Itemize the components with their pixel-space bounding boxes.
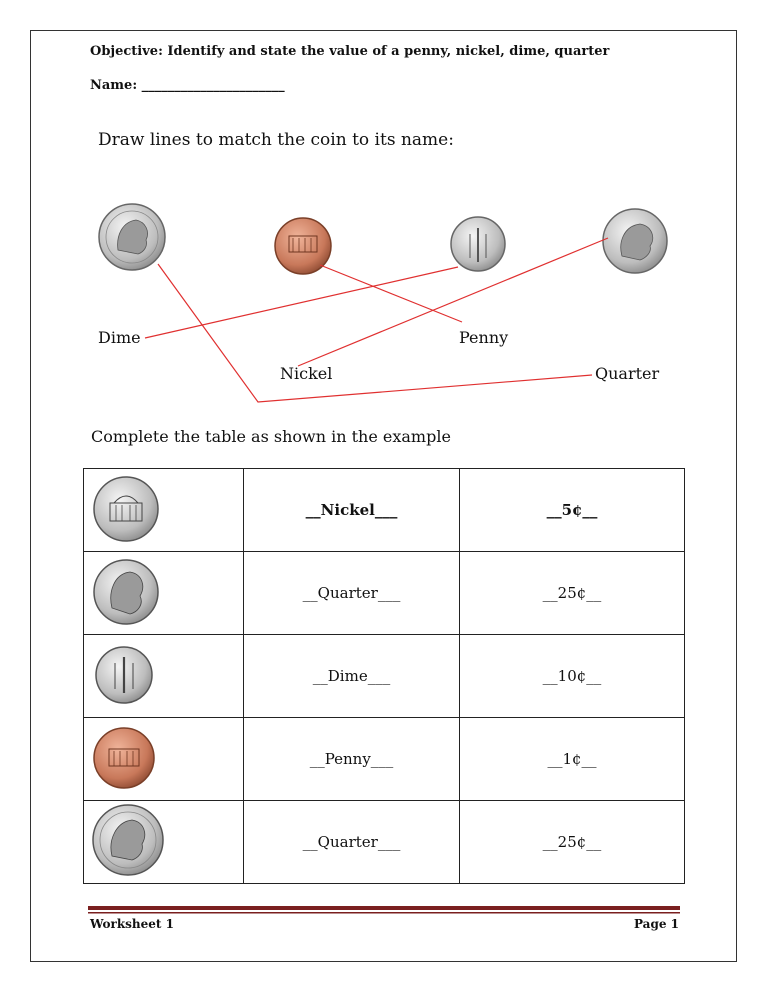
- nickel-front-icon: [90, 556, 160, 626]
- coin-value-cell: __10¢__: [460, 635, 685, 718]
- nickel-back-icon: [90, 473, 160, 543]
- footer-worksheet-label: Worksheet 1: [90, 917, 174, 931]
- coin-value-cell: __25¢__: [460, 552, 685, 635]
- coin-nickel-icon: [603, 209, 667, 273]
- objective-text: Objective: Identify and state the value of a penny, nickel, dime, quarter: [90, 44, 610, 59]
- coin-cell: [84, 801, 244, 884]
- table-row: [84, 801, 685, 884]
- penny-back-icon: [90, 722, 160, 792]
- coin-name-cell: __Nickel___: [244, 469, 460, 552]
- match-lines: [145, 238, 608, 402]
- footer-page-number: Page 1: [633, 917, 679, 931]
- label-penny: Penny: [459, 328, 509, 347]
- coin-value-cell: __25¢__: [460, 801, 685, 884]
- label-quarter: Quarter: [595, 364, 660, 383]
- coin-name-cell: __Quarter___: [244, 552, 460, 635]
- table-instruction: Complete the table as shown in the example: [91, 427, 451, 446]
- coin-cell: [84, 635, 244, 718]
- coin-name-cell: __Penny___: [244, 718, 460, 801]
- quarter-front-icon: [90, 802, 166, 878]
- table-row: [84, 552, 685, 635]
- coin-name-cell: __Quarter___: [244, 801, 460, 884]
- coin-cell: [84, 718, 244, 801]
- coin-dime-icon: [451, 217, 505, 271]
- coin-value-cell: __5¢__: [460, 469, 685, 552]
- coin-cell: [84, 469, 244, 552]
- coin-name-cell: __Dime___: [244, 635, 460, 718]
- coin-quarter-icon: [99, 204, 165, 270]
- coin-table: [83, 468, 685, 884]
- table-row: [84, 469, 685, 552]
- table-row: [84, 718, 685, 801]
- footer-rule: [88, 906, 680, 914]
- coin-value-cell: __1¢__: [460, 718, 685, 801]
- dime-back-icon: [90, 639, 160, 709]
- label-dime: Dime: [98, 328, 141, 347]
- matching-instruction: Draw lines to match the coin to its name:: [98, 130, 454, 150]
- coin-cell: [84, 552, 244, 635]
- table-row: [84, 635, 685, 718]
- label-nickel: Nickel: [280, 364, 333, 383]
- name-field[interactable]: Name: ______________________: [90, 78, 285, 93]
